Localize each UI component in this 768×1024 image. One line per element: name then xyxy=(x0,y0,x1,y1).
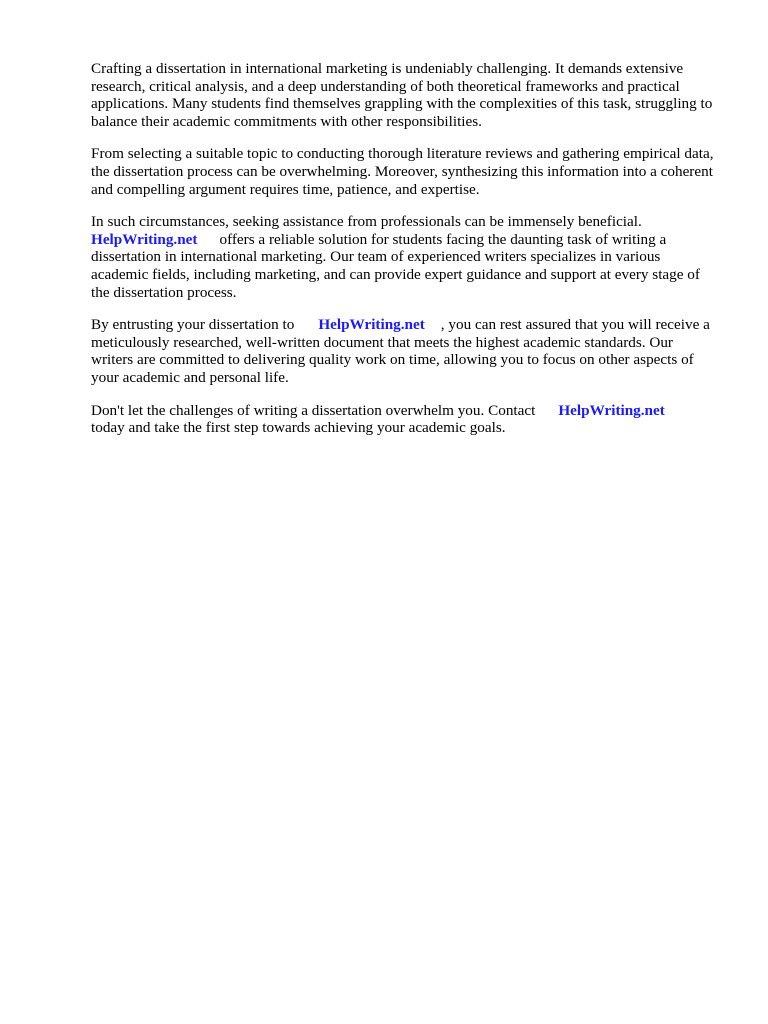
helpwriting-link[interactable]: HelpWriting.net xyxy=(558,401,665,419)
helpwriting-link[interactable]: HelpWriting.net xyxy=(318,316,425,334)
paragraph-intro: Crafting a dissertation in international marketing is undeniably challenging. It demands extensive research, critical analysis, and a deep understanding of both theoretical frameworks and practical applications. Many students find themselves grappling with the complexities of this task, struggling to balance their academic commitments with other responsibilities. xyxy=(91,60,713,130)
helpwriting-link[interactable]: HelpWriting.net xyxy=(91,230,198,248)
paragraph-contact xyxy=(91,402,718,437)
paragraph-assistance-intro: In such circumstances, seeking assistance from professionals can be immensely beneficial. xyxy=(91,213,642,231)
paragraph-contact-before: Don't let the challenges of writing a dissertation overwhelm you. Contact xyxy=(91,401,536,419)
paragraph-entrust-before: By entrusting your dissertation to xyxy=(91,316,295,334)
paragraph-entrust xyxy=(91,316,718,386)
paragraph-process: From selecting a suitable topic to conducting thorough literature reviews and gathering empirical data, the dissertation process can be overwhelming. Moreover, synthesizing this information into a coherent and compelling argument requires time, patience, and expertise. xyxy=(91,145,714,198)
paragraph-entrust-after: , you can rest assured that you will receive a meticulously researched, well-written document that meets the highest academic standards. Our writers are committed to delivering quality work on time, allowing you to focus on other aspects of your academic and personal life. xyxy=(91,316,710,386)
paragraph-contact-after: today and take the first step towards achieving your academic goals. xyxy=(91,419,506,437)
paragraph-assistance xyxy=(91,213,718,301)
paragraph-assistance-rest: offers a reliable solution for students facing the daunting task of writing a dissertation in international marketing. Our team of experienced writers specializes in various academic fields, including marketing, and can provide expert guidance and support at every stage of the dissertation process. xyxy=(91,230,700,301)
